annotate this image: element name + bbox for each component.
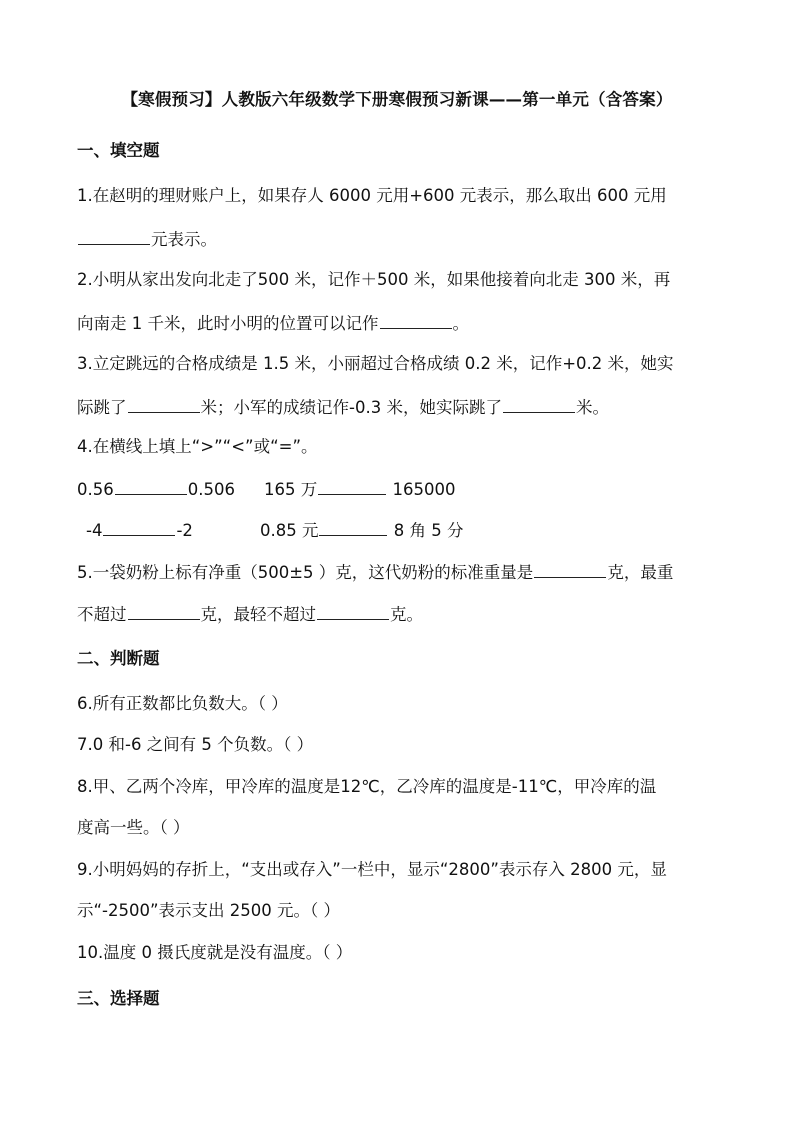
answer-blank[interactable]	[503, 396, 575, 413]
q7-line: 7.0 和-6 之间有 5 个负数。（ ）	[77, 735, 314, 754]
q8-line1: 8.甲、乙两个冷库，甲冷库的温度是12℃，乙冷库的温度是-11℃，甲冷库的温	[77, 777, 657, 796]
q1-line2-text: 元表示。	[151, 230, 217, 249]
q2-line1: 2.小明从家出发向北走了500 米，记作＋500 米，如果他接着向北走 300 米，再	[77, 270, 671, 289]
answer-blank[interactable]	[317, 603, 389, 620]
section-heading-choice: 三、选择题	[77, 989, 160, 1008]
answer-blank[interactable]	[78, 228, 150, 245]
q4-r1c2-left: 165 万	[264, 480, 318, 499]
q2-line2-text: 向南走 1 千米，此时小明的位置可以记作	[77, 314, 379, 333]
q9-line2: 示“-2500”表示支出 2500 元。（ ）	[77, 901, 341, 920]
q5-line1	[77, 561, 673, 583]
q4-line1: 4.在横线上填上“>”“<”或“=”。	[77, 437, 318, 456]
q5-line2-text3: 克。	[390, 605, 423, 624]
section-heading-fill: 一、填空题	[77, 141, 160, 160]
q4-r1c1-left: 0.56	[77, 480, 114, 499]
q4-row1-col1	[77, 478, 235, 500]
q4-r2c1-left: -4	[86, 521, 103, 540]
q8-line2: 度高一些。（ ）	[77, 818, 190, 837]
q9-line1: 9.小明妈妈的存折上，“支出或存入”一栏中，显示“2800”表示存入 2800 元，显	[77, 860, 667, 879]
q2-line2	[77, 312, 469, 334]
q5-line1-text1: 5.一袋奶粉上标有净重（500±5 ）克，这代奶粉的标准重量是	[77, 563, 534, 582]
answer-blank[interactable]	[103, 519, 175, 536]
q5-line2-text2: 克，最轻不超过	[200, 605, 316, 624]
answer-blank[interactable]	[534, 561, 606, 578]
q3-line2-text1: 际跳了	[77, 398, 127, 417]
q1-line1: 1.在赵明的理财账户上，如果存人 6000 元用+600 元表示，那么取出 600 元用	[77, 186, 667, 205]
answer-blank[interactable]	[115, 478, 187, 495]
q1-line2	[77, 228, 217, 250]
answer-blank[interactable]	[380, 312, 452, 329]
answer-blank[interactable]	[318, 478, 386, 495]
q4-r1c2-right: 165000	[392, 480, 456, 499]
q4-r2c2-left: 0.85 元	[260, 521, 319, 540]
document-title: 【寒假预习】人教版六年级数学下册寒假预习新课——第一单元（含答案）	[121, 90, 673, 109]
q5-line2	[77, 603, 423, 625]
q5-line1-text2: 克，最重	[607, 563, 674, 582]
q4-r2c2-right: 8 角 5 分	[393, 521, 464, 540]
q5-line2-text1: 不超过	[77, 605, 127, 624]
answer-blank[interactable]	[128, 396, 200, 413]
q4-row2-col1	[86, 519, 193, 541]
answer-blank[interactable]	[128, 603, 200, 620]
q4-r1c1-right: 0.506	[187, 480, 235, 499]
section-heading-judge: 二、判断题	[77, 649, 160, 668]
answer-blank[interactable]	[319, 519, 387, 536]
q3-line1: 3.立定跳远的合格成绩是 1.5 米，小丽超过合格成绩 0.2 米，记作+0.2 米，她实	[77, 354, 674, 373]
q4-row1-col2	[264, 478, 456, 500]
q3-line2	[77, 396, 609, 418]
q3-line2-text3: 米。	[575, 398, 609, 417]
q4-row2-col2	[260, 519, 463, 541]
q4-r2c1-right: -2	[176, 521, 193, 540]
q2-line2-end: 。	[452, 314, 469, 333]
q6-line: 6.所有正数都比负数大。（ ）	[77, 694, 288, 713]
q10-line: 10.温度 0 摄氏度就是没有温度。（ ）	[77, 943, 353, 962]
q3-line2-text2: 米；小军的成绩记作-0.3 米，她实际跳了	[200, 398, 502, 417]
